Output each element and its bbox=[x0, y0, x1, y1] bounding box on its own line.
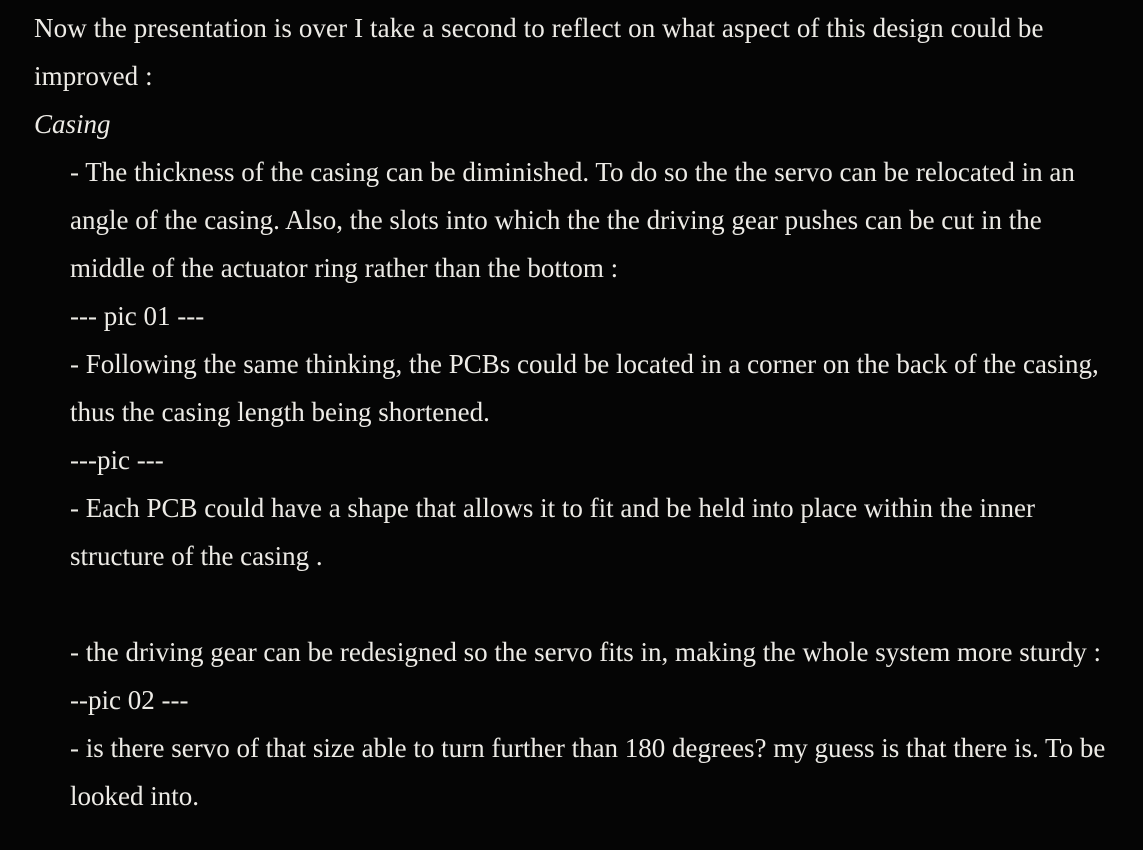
pic-placeholder-03: --pic 02 --- bbox=[70, 685, 189, 715]
pic-placeholder-01: --- pic 01 --- bbox=[70, 301, 205, 331]
bullet-driving-gear: - the driving gear can be redesigned so the servo fits in, making the whole system more sturdy : bbox=[70, 637, 1101, 667]
bullet-servo-rotation: - is there servo of that size able to turn further than 180 degrees? my guess is that there is. To be looked into. bbox=[70, 733, 1106, 811]
bullet-pcb-location: - Following the same thinking, the PCBs could be located in a corner on the back of the casing, thus the casing length being shortened. bbox=[70, 349, 1099, 427]
bullet-casing-thickness: - The thickness of the casing can be diminished. To do so the the servo can be relocated in an angle of the casing. Also, the slots into which the the driving gear pushes can be cut in the middle of the actuator ring rather than the bottom : bbox=[70, 157, 1075, 283]
pic-placeholder-02: ---pic --- bbox=[70, 445, 164, 475]
intro-paragraph: Now the presentation is over I take a second to reflect on what aspect of this design could be improved : bbox=[34, 13, 1044, 91]
bullet-pcb-shape: - Each PCB could have a shape that allows it to fit and be held into place within the inner structure of the casing . bbox=[70, 493, 1035, 571]
section-heading-casing: Casing bbox=[34, 109, 111, 139]
paragraph-spacer bbox=[34, 580, 1119, 628]
